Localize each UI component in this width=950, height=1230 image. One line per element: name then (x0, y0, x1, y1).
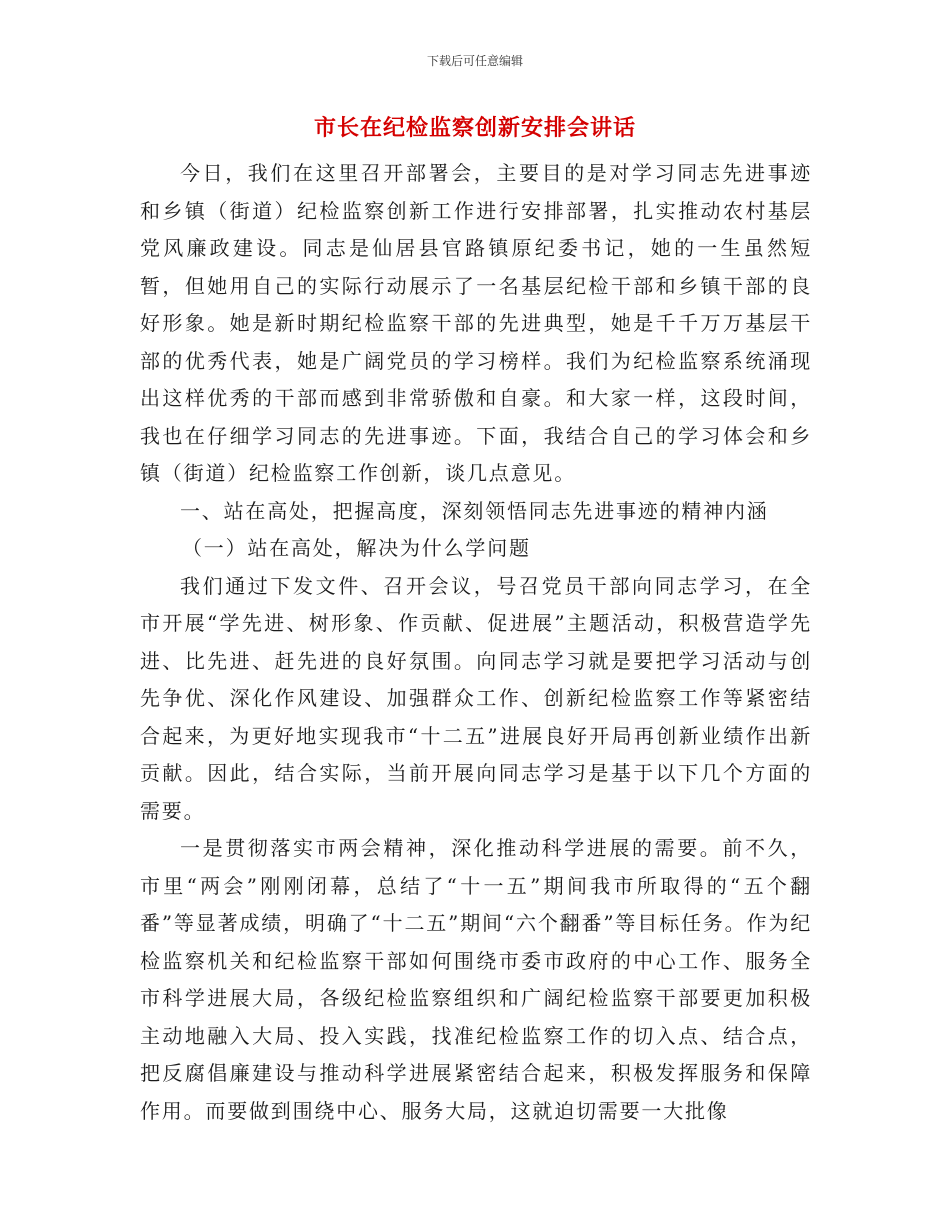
document-body (140, 155, 812, 1130)
subsection-heading-1: （一）站在高处，解决为什么学问题 (182, 536, 531, 560)
section-heading-1: 一、站在高处，把握高度，深刻领悟同志先进事迹的精神内涵 (180, 498, 769, 523)
paragraph-intro: 今日，我们在这里召开部署会，主要目的是对学习同志先进事迹和乡镇（街道）纪检监察创新工作进行安排部署，扎实推动农村基层党风廉政建设。同志是仙居县官路镇原纪委书记，她的一生虽然短暂，但她用自己的实际行动展示了一名基层纪检干部和乡镇干部的良好形象。她是新时期纪检监察干部的先进典型，她是千千万万基层干部的优秀代表，她是广阔党员的学习榜样。我们为纪检监察系统涌现出这样优秀的干部而感到非常骄傲和自豪。和大家一样，这段时间，我也在仔细学习同志的先进事迹。下面，我结合自己的学习体会和乡镇（街道）纪检监察工作创新，谈几点意见。 (140, 161, 812, 485)
paragraph-body-1: 我们通过下发文件、召开会议，号召党员干部向同志学习，在全市开展“学先进、树形象、作贡献、促进展”主题活动，积极营造学先进、比先进、赶先进的良好氛围。向同志学习就是要把学习活动与创先争优、深化作风建设、加强群众工作、创新纪检监察工作等紧密结合起来，为更好地实现我市“十二五”进展良好开局再创新业绩作出新贡献。因此，结合实际，当前开展向同志学习是基于以下几个方面的需要。 (140, 573, 812, 823)
page-header-note: 下载后可任意编辑 (426, 54, 523, 68)
document-title: 市长在纪检监察创新安排会讲话 (313, 115, 636, 141)
paragraph-body-2: 一是贯彻落实市两会精神，深化推动科学进展的需要。前不久，市里“两会”刚刚闭幕，总结了“十一五”期间我市所取得的“五个翻番”等显著成绩，明确了“十二五”期间“六个翻番”等目标任务。作为纪检监察机关和纪检监察干部如何围绕市委市政府的中心工作、服务全市科学进展大局，各级纪检监察组织和广阔纪检监察干部要更加积极主动地融入大局、投入实践，找准纪检监察工作的切入点、结合点，把反腐倡廉建设与推动科学进展紧密结合起来，积极发挥服务和保障作用。而要做到围绕中心、服务大局，这就迫切需要一大批像 (140, 836, 812, 1123)
